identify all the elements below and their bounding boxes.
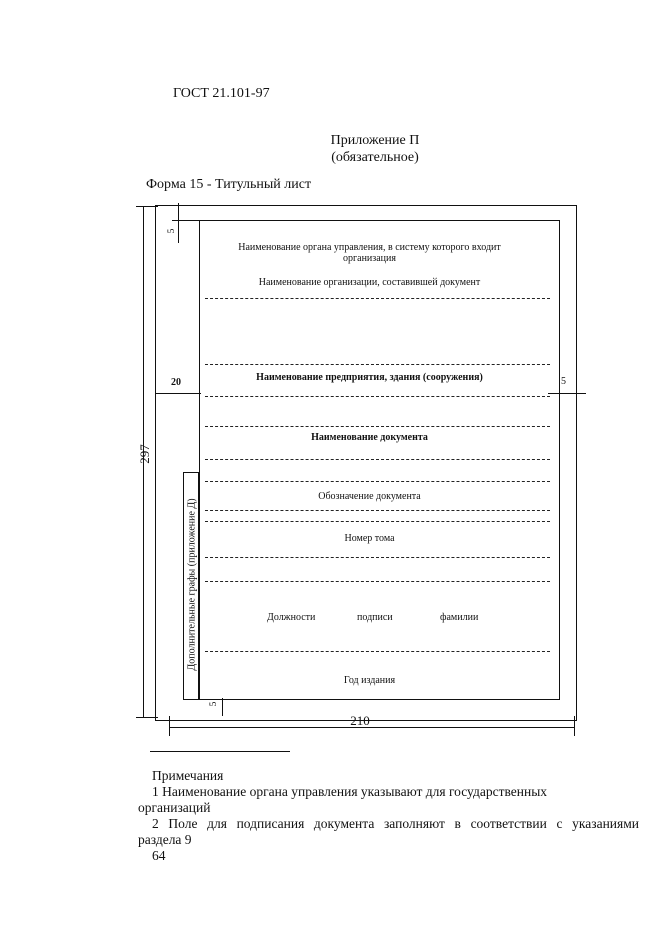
field-authority: Наименование органа управления, в систему которого входит [238, 242, 501, 253]
dim-297-top-tick [136, 206, 158, 207]
dash-line [205, 426, 550, 427]
dim-5-bottom-tick-a [222, 698, 223, 716]
dash-line [205, 521, 550, 522]
field-organization: Наименование организации, составившей документ [258, 277, 481, 288]
dash-line [205, 298, 550, 299]
dim-210-left-tick [169, 716, 170, 736]
dim-5-top-label: 5 [167, 228, 177, 234]
field-volume-number: Номер тома [344, 533, 395, 544]
field-surnames: фамилии [440, 612, 479, 623]
dash-line [205, 481, 550, 482]
dim-5-top-line [178, 203, 179, 243]
appendix-title: Приложение П [330, 133, 420, 148]
field-enterprise: Наименование предприятия, здания (сооружения) [256, 372, 483, 383]
dim-210-label: 210 [350, 713, 370, 728]
dim-210-right-tick [574, 716, 575, 736]
notes-title: Примечания [152, 768, 224, 783]
dim-5-right-line [548, 393, 586, 394]
field-positions: Должности [267, 612, 316, 623]
dash-line [205, 459, 550, 460]
field-document-name: Наименование документа [311, 432, 428, 443]
dash-line [205, 581, 550, 582]
field-authority-cont: организация [343, 253, 396, 264]
field-document-code: Обозначение документа [318, 491, 421, 502]
dash-line [205, 557, 550, 558]
dim-20-label: 20 [171, 377, 181, 388]
dash-line [205, 651, 550, 652]
dash-line [205, 510, 550, 511]
standard-code: ГОСТ 21.101-97 [173, 86, 270, 101]
dim-297-bottom-tick [136, 717, 158, 718]
page-number: 64 [152, 848, 166, 863]
field-signatures: подписи [357, 612, 393, 623]
sheet-inner-frame [199, 220, 560, 700]
dash-line [205, 396, 550, 397]
form-title: Форма 15 - Титульный лист [146, 177, 312, 192]
dash-line [205, 364, 550, 365]
field-year: Год издания [343, 675, 396, 686]
note-2-line-1: 2 Поле для подписания документа заполняют в соответствии с указаниями [152, 816, 639, 831]
appendix-status: (обязательное) [331, 150, 419, 165]
dim-20-line [155, 393, 201, 394]
note-1-line-1: 1 Наименование органа управления указывают для государственных [152, 784, 548, 799]
note-2-line-2: раздела 9 [138, 832, 192, 847]
dim-297-label: 297 [137, 444, 152, 464]
dim-5-bottom-label: 5 [209, 701, 219, 707]
footnote-separator [150, 751, 290, 752]
additional-columns-label: Дополнительные графы (приложение Д) [186, 498, 198, 671]
note-1-line-2: организаций [138, 800, 211, 815]
dim-5-right-label: 5 [561, 376, 566, 387]
dim-5-top-tick [172, 220, 200, 221]
